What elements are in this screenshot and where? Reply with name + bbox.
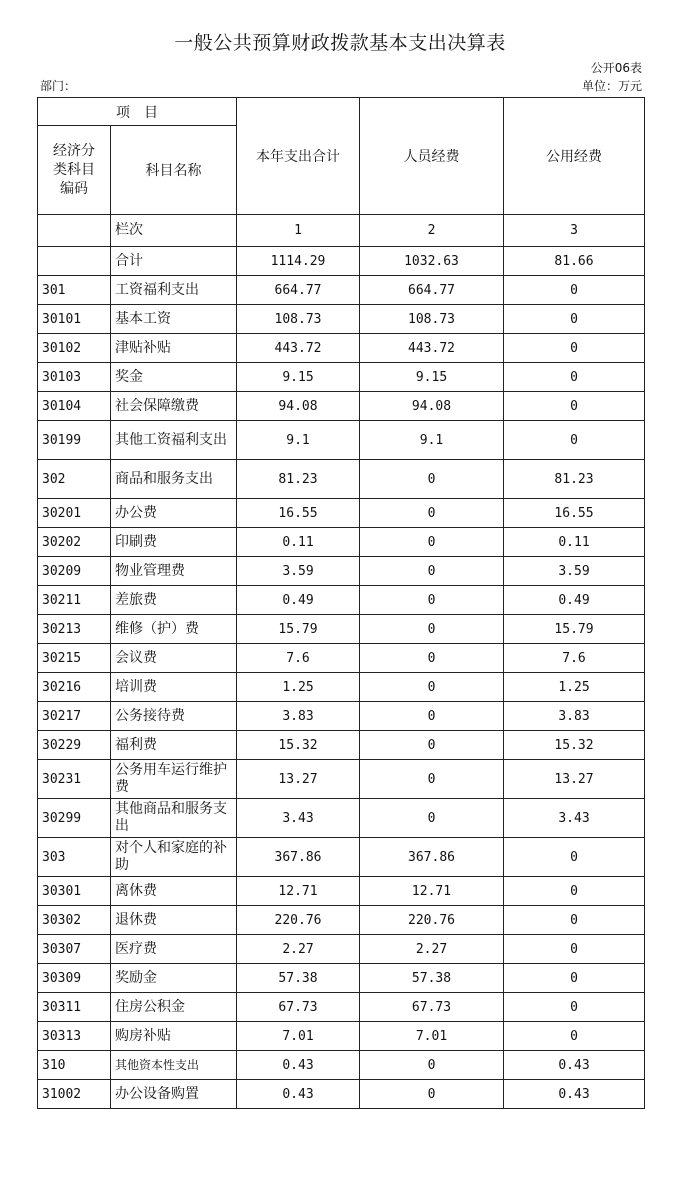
subject-name-cell: 其他资本性支出	[111, 1051, 237, 1080]
table-row	[38, 935, 645, 964]
subject-name-cell: 住房公积金	[111, 993, 237, 1022]
total-cell: 443.72	[237, 334, 360, 363]
public-cell: 3.43	[504, 799, 645, 838]
table-row	[38, 499, 645, 528]
subject-name-cell: 奖励金	[111, 964, 237, 993]
total-header: 本年支出合计	[237, 98, 360, 215]
total-cell: 664.77	[237, 276, 360, 305]
public-cell: 0.11	[504, 528, 645, 557]
subject-name-cell: 其他商品和服务支出	[111, 799, 237, 838]
subject-name-cell: 印刷费	[111, 528, 237, 557]
personnel-cell: 0	[360, 499, 504, 528]
subject-name-cell: 津贴补贴	[111, 334, 237, 363]
economic-code-cell: 31002	[38, 1080, 111, 1109]
personnel-cell: 0	[360, 528, 504, 557]
subject-name-cell: 奖金	[111, 363, 237, 392]
subject-name-cell: 办公设备购置	[111, 1080, 237, 1109]
public-cell: 0.49	[504, 586, 645, 615]
sum-label: 合计	[111, 247, 237, 276]
subject-name-cell: 会议费	[111, 644, 237, 673]
personnel-cell: 367.86	[360, 838, 504, 877]
public-cell: 0	[504, 906, 645, 935]
public-cell: 0.43	[504, 1080, 645, 1109]
table-row	[38, 557, 645, 586]
personnel-cell: 9.15	[360, 363, 504, 392]
table-row	[38, 392, 645, 421]
economic-code-cell: 30199	[38, 421, 111, 460]
personnel-cell: 7.01	[360, 1022, 504, 1051]
personnel-cell: 67.73	[360, 993, 504, 1022]
public-cell: 0	[504, 334, 645, 363]
personnel-cell: 0	[360, 586, 504, 615]
economic-code-cell: 30213	[38, 615, 111, 644]
economic-code-cell: 30211	[38, 586, 111, 615]
public-cell: 7.6	[504, 644, 645, 673]
economic-code-cell: 30307	[38, 935, 111, 964]
subject-name-cell: 社会保障缴费	[111, 392, 237, 421]
public-cell: 1.25	[504, 673, 645, 702]
column-index-total: 1	[237, 215, 360, 247]
subject-name-cell: 离休费	[111, 877, 237, 906]
public-cell: 0	[504, 276, 645, 305]
table-row	[38, 1051, 645, 1080]
personnel-cell: 0	[360, 702, 504, 731]
total-cell: 7.6	[237, 644, 360, 673]
personnel-cell: 0	[360, 799, 504, 838]
economic-code-cell: 30231	[38, 760, 111, 799]
table-row	[38, 1022, 645, 1051]
table-row	[38, 964, 645, 993]
public-cell: 3.59	[504, 557, 645, 586]
public-cell: 0	[504, 935, 645, 964]
personnel-cell: 0	[360, 557, 504, 586]
total-cell: 1.25	[237, 673, 360, 702]
form-number: 公开06表	[590, 61, 642, 75]
subject-name-cell: 工资福利支出	[111, 276, 237, 305]
table-row	[38, 421, 645, 460]
table-row	[38, 799, 645, 838]
table-row	[38, 305, 645, 334]
unit-label: 单位：万元	[581, 79, 642, 93]
table-row	[38, 673, 645, 702]
total-cell: 3.43	[237, 799, 360, 838]
economic-code-cell: 30215	[38, 644, 111, 673]
economic-code-cell: 30209	[38, 557, 111, 586]
subject-name-cell: 公务接待费	[111, 702, 237, 731]
table-row	[38, 731, 645, 760]
personnel-cell: 0	[360, 673, 504, 702]
economic-code-cell: 30102	[38, 334, 111, 363]
public-cell: 0.43	[504, 1051, 645, 1080]
sum-personnel: 1032.63	[360, 247, 504, 276]
personnel-cell: 220.76	[360, 906, 504, 935]
public-cell: 15.79	[504, 615, 645, 644]
total-cell: 220.76	[237, 906, 360, 935]
economic-code-cell: 30104	[38, 392, 111, 421]
total-cell: 57.38	[237, 964, 360, 993]
subject-name-cell: 培训费	[111, 673, 237, 702]
economic-code-cell: 30299	[38, 799, 111, 838]
table-cell	[38, 215, 111, 247]
subject-name-cell: 购房补贴	[111, 1022, 237, 1051]
subject-name-cell: 基本工资	[111, 305, 237, 334]
table-row	[38, 877, 645, 906]
public-cell: 3.83	[504, 702, 645, 731]
total-cell: 94.08	[237, 392, 360, 421]
header-row	[38, 98, 645, 126]
public-header: 公用经费	[504, 98, 645, 215]
personnel-cell: 108.73	[360, 305, 504, 334]
economic-code-cell: 30216	[38, 673, 111, 702]
subject-name-cell: 办公费	[111, 499, 237, 528]
table-row	[38, 838, 645, 877]
personnel-cell: 2.27	[360, 935, 504, 964]
total-cell: 3.83	[237, 702, 360, 731]
subject-name-cell: 退休费	[111, 906, 237, 935]
total-cell: 7.01	[237, 1022, 360, 1051]
total-cell: 0.43	[237, 1080, 360, 1109]
total-cell: 81.23	[237, 460, 360, 499]
total-cell: 9.1	[237, 421, 360, 460]
public-cell: 0	[504, 964, 645, 993]
department-label: 部门：	[40, 79, 77, 93]
economic-code-cell: 30313	[38, 1022, 111, 1051]
economic-code-cell: 302	[38, 460, 111, 499]
subject-name-cell: 公务用车运行维护费	[111, 760, 237, 799]
table-row	[38, 460, 645, 499]
economic-code-cell: 30202	[38, 528, 111, 557]
personnel-cell: 12.71	[360, 877, 504, 906]
subject-name-cell: 差旅费	[111, 586, 237, 615]
table-row	[38, 615, 645, 644]
public-cell: 13.27	[504, 760, 645, 799]
table-row	[38, 334, 645, 363]
table-row	[38, 586, 645, 615]
public-cell: 0	[504, 1022, 645, 1051]
total-cell: 367.86	[237, 838, 360, 877]
table-cell	[38, 247, 111, 276]
total-cell: 0.11	[237, 528, 360, 557]
total-cell: 108.73	[237, 305, 360, 334]
sum-total: 1114.29	[237, 247, 360, 276]
personnel-cell: 57.38	[360, 964, 504, 993]
public-cell: 81.23	[504, 460, 645, 499]
subject-name-cell: 其他工资福利支出	[111, 421, 237, 460]
page-title: 一般公共预算财政拨款基本支出决算表	[174, 32, 506, 54]
item-header: 项 目	[38, 98, 237, 126]
economic-code-cell: 303	[38, 838, 111, 877]
personnel-cell: 0	[360, 760, 504, 799]
total-cell: 2.27	[237, 935, 360, 964]
economic-code-cell: 310	[38, 1051, 111, 1080]
subject-name-cell: 医疗费	[111, 935, 237, 964]
table-row	[38, 906, 645, 935]
personnel-cell: 0	[360, 644, 504, 673]
economic-code-cell: 30201	[38, 499, 111, 528]
subject-name-cell: 福利费	[111, 731, 237, 760]
total-cell: 3.59	[237, 557, 360, 586]
sum-public: 81.66	[504, 247, 645, 276]
personnel-cell: 94.08	[360, 392, 504, 421]
personnel-cell: 9.1	[360, 421, 504, 460]
personnel-cell: 0	[360, 615, 504, 644]
total-cell: 67.73	[237, 993, 360, 1022]
table-row	[38, 1080, 645, 1109]
table-row	[38, 363, 645, 392]
total-cell: 15.79	[237, 615, 360, 644]
table-row	[38, 993, 645, 1022]
subject-name-cell: 商品和服务支出	[111, 460, 237, 499]
personnel-cell: 664.77	[360, 276, 504, 305]
personnel-header: 人员经费	[360, 98, 504, 215]
expenditure-table	[37, 97, 645, 1109]
economic-code-cell: 30301	[38, 877, 111, 906]
table-row	[38, 702, 645, 731]
total-cell: 0.49	[237, 586, 360, 615]
table-row	[38, 760, 645, 799]
economic-code-cell: 30101	[38, 305, 111, 334]
subject-name-header: 科目名称	[111, 126, 237, 215]
total-cell: 0.43	[237, 1051, 360, 1080]
public-cell: 0	[504, 363, 645, 392]
subject-name-cell: 维修（护）费	[111, 615, 237, 644]
column-index-personnel: 2	[360, 215, 504, 247]
personnel-cell: 0	[360, 460, 504, 499]
public-cell: 0	[504, 305, 645, 334]
column-index-public: 3	[504, 215, 645, 247]
public-cell: 0	[504, 838, 645, 877]
column-index-row	[38, 215, 645, 247]
personnel-cell: 0	[360, 731, 504, 760]
public-cell: 16.55	[504, 499, 645, 528]
public-cell: 15.32	[504, 731, 645, 760]
personnel-cell: 443.72	[360, 334, 504, 363]
sum-row	[38, 247, 645, 276]
subject-name-cell: 对个人和家庭的补助	[111, 838, 237, 877]
economic-code-cell: 30229	[38, 731, 111, 760]
economic-code-cell: 30103	[38, 363, 111, 392]
public-cell: 0	[504, 392, 645, 421]
total-cell: 13.27	[237, 760, 360, 799]
total-cell: 15.32	[237, 731, 360, 760]
economic-code-cell: 30217	[38, 702, 111, 731]
table-row	[38, 276, 645, 305]
econ-code-header: 经济分类科目编码	[38, 126, 111, 215]
economic-code-cell: 30311	[38, 993, 111, 1022]
total-cell: 16.55	[237, 499, 360, 528]
public-cell: 0	[504, 421, 645, 460]
table-row	[38, 644, 645, 673]
personnel-cell: 0	[360, 1080, 504, 1109]
economic-code-cell: 301	[38, 276, 111, 305]
public-cell: 0	[504, 877, 645, 906]
total-cell: 12.71	[237, 877, 360, 906]
personnel-cell: 0	[360, 1051, 504, 1080]
table-row	[38, 528, 645, 557]
total-cell: 9.15	[237, 363, 360, 392]
public-cell: 0	[504, 993, 645, 1022]
column-index-label: 栏次	[111, 215, 237, 247]
economic-code-cell: 30309	[38, 964, 111, 993]
economic-code-cell: 30302	[38, 906, 111, 935]
subject-name-cell: 物业管理费	[111, 557, 237, 586]
